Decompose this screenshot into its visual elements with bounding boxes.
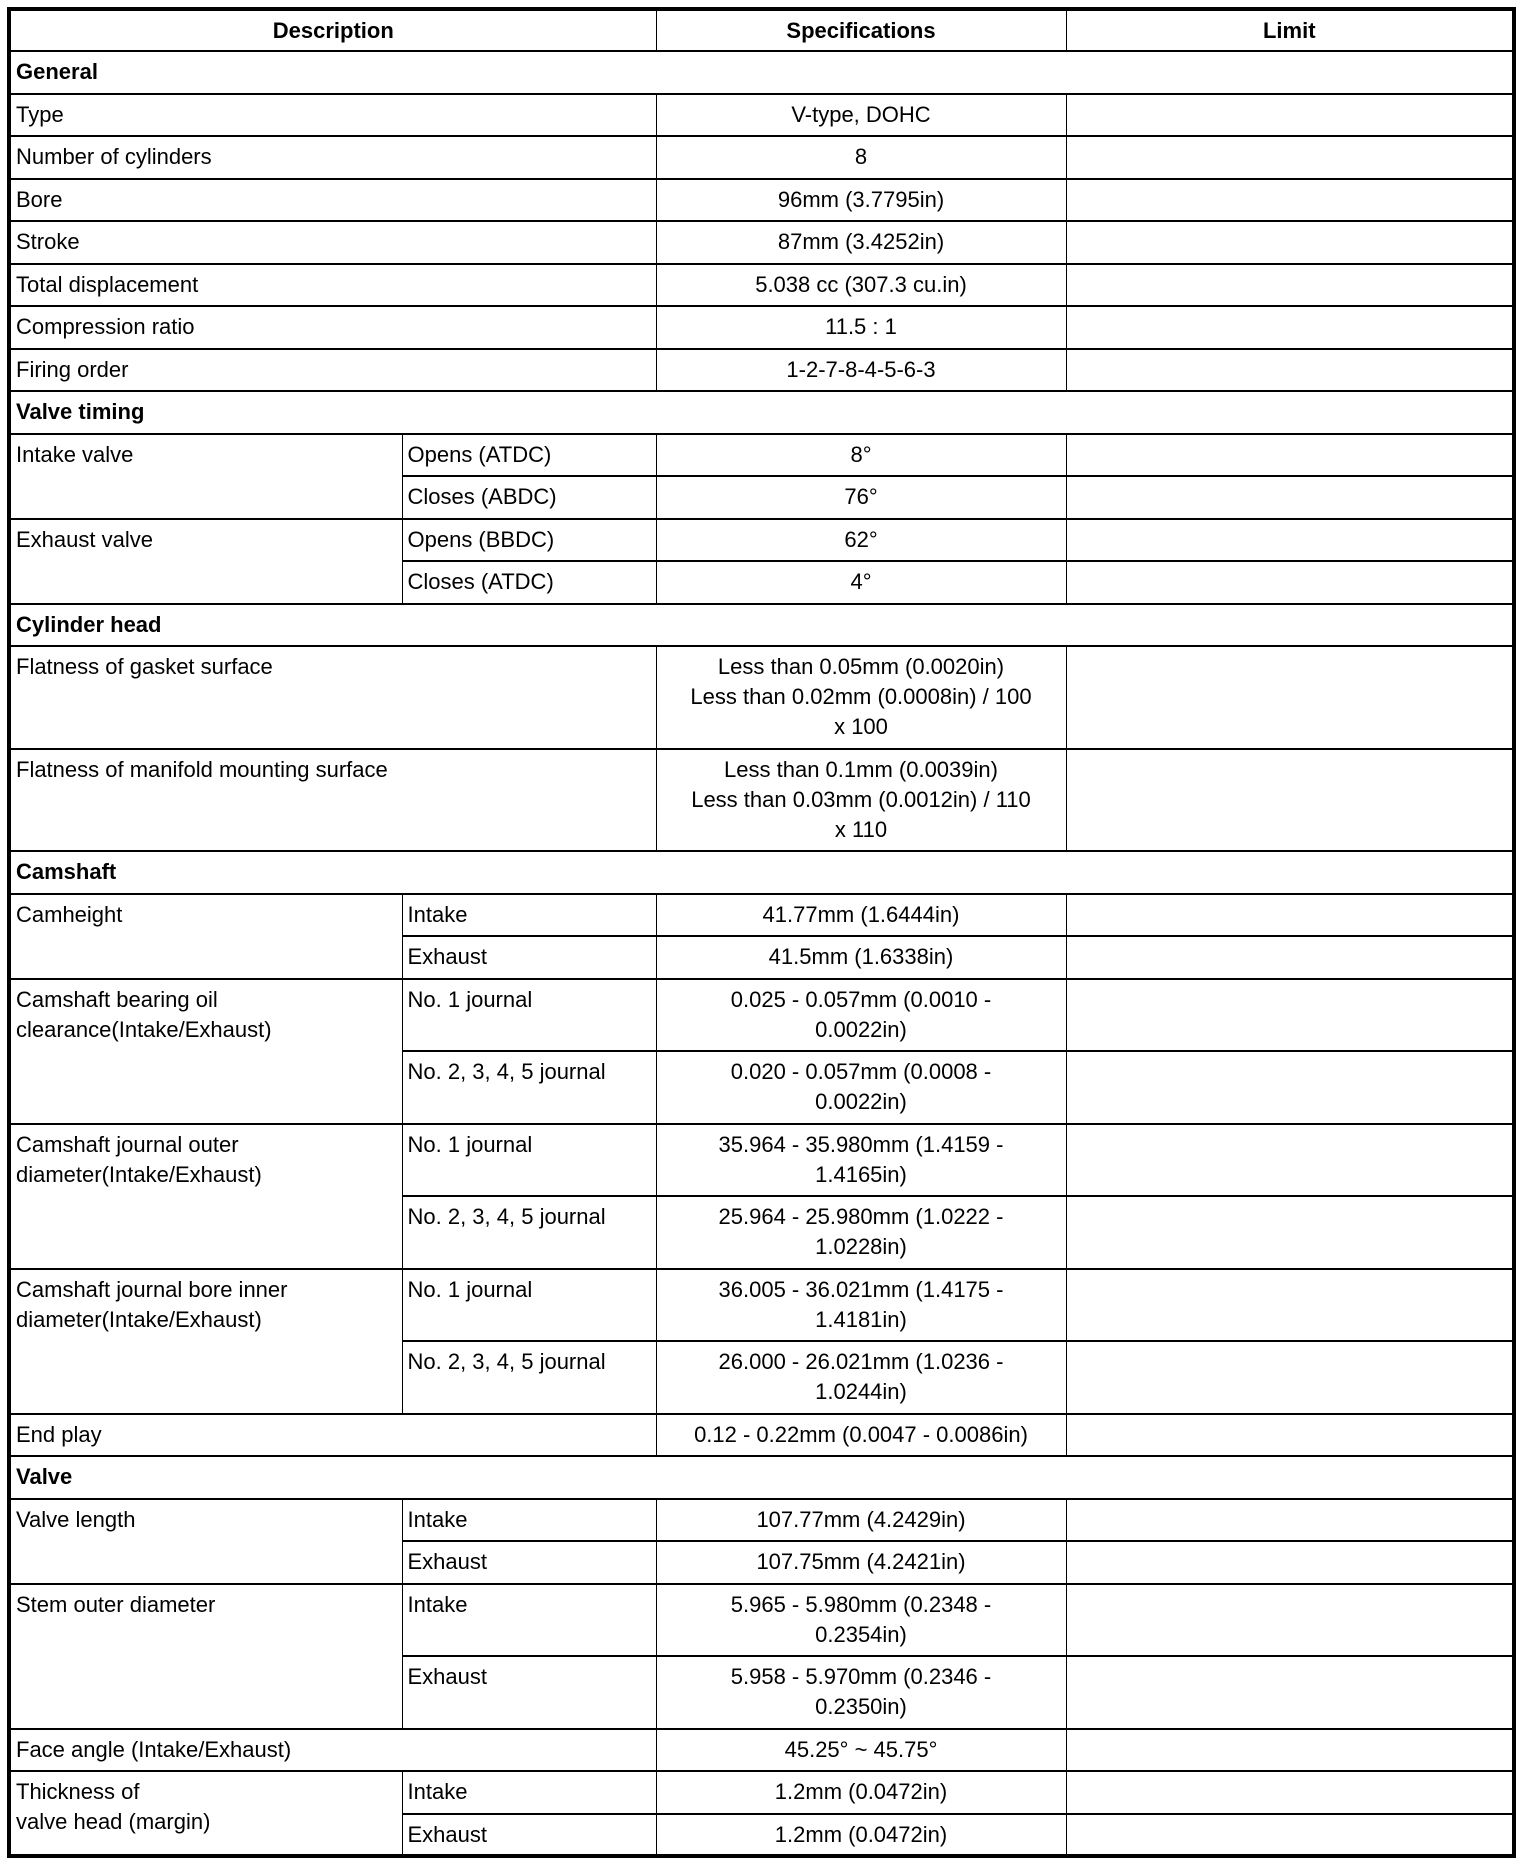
specification-text: 96mm (3.7795in) (777, 186, 945, 212)
specification-text: 107.75mm (4.2421in) (756, 1549, 966, 1574)
condition-cell (402, 936, 656, 979)
limit-cell (1066, 646, 1514, 749)
condition-text: Opens (BBDC) (407, 526, 555, 552)
specification-text: 1.4165in) (815, 1161, 907, 1187)
description-cell (9, 349, 656, 392)
specification-cell (656, 136, 1066, 179)
condition-cell (402, 1541, 656, 1584)
description-text: Valve length (16, 1506, 136, 1532)
specification-text: 41.5mm (1.6338in) (768, 944, 954, 969)
specification-cell (656, 349, 1066, 392)
condition-text: Closes (ABDC) (407, 484, 557, 509)
limit-cell (1066, 476, 1514, 519)
specification-cell (656, 306, 1066, 349)
description-cell (9, 519, 402, 604)
specification-cell (656, 519, 1066, 562)
description-text: Thickness of (16, 1779, 140, 1804)
condition-text: Intake (407, 1779, 468, 1804)
specification-text: 5.958 - 5.970mm (0.2346 - (730, 1664, 992, 1689)
specification-text: 1.2mm (0.0472in) (774, 1779, 948, 1804)
header-description: Description (9, 9, 656, 51)
header-limit: Limit (1066, 9, 1514, 51)
specification-text: 1.0244in) (815, 1379, 907, 1404)
condition-cell (402, 1771, 656, 1814)
specification-text: x 100 (834, 714, 888, 739)
limit-cell (1066, 749, 1514, 852)
description-text: Camshaft journal bore inner (16, 1276, 288, 1302)
specifications-table (7, 7, 1516, 1858)
specification-text: 41.77mm (1.6444in) (762, 901, 960, 927)
specification-cell (656, 936, 1066, 979)
condition-text: No. 2, 3, 4, 5 journal (407, 1204, 606, 1229)
description-text: diameter(Intake/Exhaust) (16, 1306, 262, 1332)
specification-text: 62° (844, 526, 878, 552)
specification-cell (656, 561, 1066, 604)
description-cell (9, 646, 656, 749)
specification-text: 1-2-7-8-4-5-6-3 (786, 356, 936, 382)
specification-cell (656, 476, 1066, 519)
table-row (9, 94, 1514, 137)
specification-text: 107.77mm (4.2429in) (756, 1506, 966, 1532)
specification-text: 1.2mm (0.0472in) (774, 1821, 948, 1847)
specification-cell (656, 434, 1066, 477)
specification-cell (656, 1269, 1066, 1342)
specification-text: 0.2354in) (815, 1621, 907, 1647)
description-text: Flatness of manifold mounting surface (16, 756, 388, 782)
specification-cell (656, 979, 1066, 1052)
limit-cell (1066, 1656, 1514, 1729)
description-text: Compression ratio (16, 314, 195, 339)
description-text: Face angle (Intake/Exhaust) (16, 1736, 292, 1762)
condition-text: No. 1 journal (407, 1131, 533, 1157)
specification-cell (656, 1414, 1066, 1457)
limit-cell (1066, 306, 1514, 349)
limit-cell (1066, 221, 1514, 264)
section-heading: Camshaft (9, 851, 1514, 894)
description-text: Bore (16, 186, 63, 212)
specification-text: 0.12 - 0.22mm (0.0047 - 0.0086in) (694, 1421, 1028, 1447)
specification-text: 11.5 : 1 (825, 314, 897, 339)
specification-text: 8 (854, 144, 868, 169)
condition-text: No. 2, 3, 4, 5 journal (407, 1059, 606, 1084)
specification-cell (656, 1771, 1066, 1814)
section-row (9, 851, 1514, 894)
limit-cell (1066, 1541, 1514, 1584)
description-text: Number of cylinders (16, 144, 212, 169)
specification-cell (656, 1541, 1066, 1584)
section-heading: Valve (9, 1456, 1514, 1499)
description-cell (9, 94, 656, 137)
specification-cell (656, 1814, 1066, 1857)
limit-cell (1066, 136, 1514, 179)
condition-text: No. 1 journal (407, 986, 533, 1012)
condition-cell (402, 434, 656, 477)
specification-text: 45.25° ~ 45.75° (784, 1736, 938, 1762)
limit-cell (1066, 1341, 1514, 1414)
condition-text: Exhaust (407, 1821, 487, 1847)
table-row (9, 646, 1514, 749)
condition-cell (402, 1124, 656, 1197)
description-text: Stem outer diameter (16, 1591, 216, 1617)
limit-cell (1066, 561, 1514, 604)
specification-cell (656, 1729, 1066, 1772)
description-cell (9, 179, 656, 222)
description-text: Camshaft journal outer (16, 1131, 239, 1157)
condition-cell (402, 1656, 656, 1729)
condition-cell (402, 476, 656, 519)
limit-cell (1066, 936, 1514, 979)
section-heading: General (9, 51, 1514, 94)
specification-text: 25.964 - 25.980mm (1.0222 - (718, 1204, 1004, 1229)
specification-cell (656, 1341, 1066, 1414)
limit-cell (1066, 1051, 1514, 1124)
section-row (9, 51, 1514, 94)
condition-text: Intake (407, 1506, 468, 1532)
limit-cell (1066, 1124, 1514, 1197)
specification-text: 0.020 - 0.057mm (0.0008 - (730, 1059, 992, 1084)
limit-cell (1066, 264, 1514, 307)
limit-cell (1066, 894, 1514, 937)
specification-text: 0.0022in) (815, 1016, 907, 1042)
section-row (9, 1456, 1514, 1499)
specification-cell (656, 179, 1066, 222)
description-cell (9, 749, 656, 852)
specification-text: 76° (844, 484, 878, 509)
table-row (9, 749, 1514, 852)
description-text: Intake valve (16, 441, 134, 467)
specification-text: 5.038 cc (307.3 cu.in) (755, 271, 967, 297)
description-cell (9, 1269, 402, 1414)
condition-cell (402, 1584, 656, 1657)
limit-cell (1066, 349, 1514, 392)
specification-text: Less than 0.1mm (0.0039in) (724, 756, 998, 782)
limit-cell (1066, 1414, 1514, 1457)
condition-text: Opens (ATDC) (407, 441, 552, 467)
table-row (9, 1584, 1514, 1657)
condition-cell (402, 1269, 656, 1342)
condition-cell (402, 1051, 656, 1124)
specification-cell (656, 1499, 1066, 1542)
table-row (9, 1414, 1514, 1457)
specification-cell (656, 1051, 1066, 1124)
table-row (9, 979, 1514, 1052)
specification-text: 36.005 - 36.021mm (1.4175 - (718, 1276, 1004, 1302)
specification-text: 5.965 - 5.980mm (0.2348 - (730, 1591, 992, 1617)
specification-cell (656, 646, 1066, 749)
condition-text: Intake (407, 1591, 468, 1617)
table-row (9, 894, 1514, 937)
specification-text: 0.0022in) (815, 1089, 907, 1114)
specification-text: 0.025 - 0.057mm (0.0010 - (730, 986, 992, 1012)
section-row (9, 391, 1514, 434)
table-row (9, 264, 1514, 307)
limit-cell (1066, 519, 1514, 562)
description-text: diameter(Intake/Exhaust) (16, 1161, 262, 1187)
table-row (9, 1729, 1514, 1772)
description-text: Flatness of gasket surface (16, 654, 273, 679)
specification-cell (656, 1124, 1066, 1197)
specification-cell (656, 894, 1066, 937)
table-row (9, 434, 1514, 477)
table-row (9, 1499, 1514, 1542)
condition-cell (402, 519, 656, 562)
limit-cell (1066, 1814, 1514, 1857)
limit-cell (1066, 1729, 1514, 1772)
description-text: Stroke (16, 229, 80, 254)
condition-cell (402, 894, 656, 937)
specification-text: Less than 0.02mm (0.0008in) / 100 (690, 684, 1032, 709)
specification-text: Less than 0.03mm (0.0012in) / 110 (691, 786, 1031, 812)
table-row (9, 1771, 1514, 1814)
section-heading: Cylinder head (9, 604, 1514, 647)
description-cell (9, 979, 402, 1124)
specification-text: 1.4181in) (815, 1306, 907, 1332)
condition-cell (402, 1499, 656, 1542)
table-row (9, 519, 1514, 562)
specification-text: Less than 0.05mm (0.0020in) (717, 654, 1005, 679)
limit-cell (1066, 1499, 1514, 1542)
description-cell (9, 264, 656, 307)
specification-cell (656, 94, 1066, 137)
condition-text: Exhaust (407, 944, 487, 969)
condition-cell (402, 1341, 656, 1414)
limit-cell (1066, 179, 1514, 222)
specification-cell (656, 1584, 1066, 1657)
specification-cell (656, 264, 1066, 307)
condition-text: Closes (ATDC) (407, 569, 554, 594)
table-row (9, 221, 1514, 264)
specification-text: x 110 (834, 816, 888, 842)
description-cell (9, 306, 656, 349)
limit-cell (1066, 1771, 1514, 1814)
section-row (9, 604, 1514, 647)
description-cell (9, 136, 656, 179)
table-header-row (9, 9, 1514, 51)
specification-text: 87mm (3.4252in) (777, 229, 945, 254)
specification-text: 0.2350in) (815, 1694, 907, 1719)
description-text: Firing order (16, 356, 129, 382)
specification-text: 1.0228in) (815, 1234, 907, 1259)
condition-cell (402, 561, 656, 604)
header-specifications: Specifications (656, 9, 1066, 51)
specification-text: V-type, DOHC (791, 101, 931, 127)
description-cell (9, 894, 402, 979)
limit-cell (1066, 94, 1514, 137)
description-cell (9, 1729, 656, 1772)
description-cell (9, 1584, 402, 1729)
description-cell (9, 1124, 402, 1269)
description-text: Type (16, 101, 64, 127)
description-cell (9, 434, 402, 519)
table-row (9, 1124, 1514, 1197)
condition-text: Exhaust (407, 1549, 487, 1574)
specification-text: 8° (850, 441, 872, 467)
specification-text: 26.000 - 26.021mm (1.0236 - (718, 1349, 1004, 1374)
description-text: Total displacement (16, 271, 199, 297)
specification-text: 4° (850, 569, 872, 594)
condition-text: Exhaust (407, 1664, 487, 1689)
table-row (9, 1269, 1514, 1342)
section-heading: Valve timing (9, 391, 1514, 434)
specification-cell (656, 749, 1066, 852)
description-cell (9, 1499, 402, 1584)
description-text: clearance(Intake/Exhaust) (16, 1016, 272, 1042)
description-cell (9, 1414, 656, 1457)
specification-cell (656, 221, 1066, 264)
description-cell (9, 1771, 402, 1856)
specification-cell (656, 1196, 1066, 1269)
description-text: End play (16, 1421, 102, 1447)
table-row (9, 136, 1514, 179)
description-text: valve head (margin) (16, 1809, 211, 1834)
condition-text: No. 2, 3, 4, 5 journal (407, 1349, 606, 1374)
condition-cell (402, 1196, 656, 1269)
description-text: Exhaust valve (16, 526, 153, 552)
table-row (9, 349, 1514, 392)
table-row (9, 179, 1514, 222)
specification-text: 35.964 - 35.980mm (1.4159 - (718, 1131, 1004, 1157)
description-text: Camheight (16, 901, 123, 927)
limit-cell (1066, 979, 1514, 1052)
description-cell (9, 221, 656, 264)
condition-cell (402, 979, 656, 1052)
table-row (9, 306, 1514, 349)
limit-cell (1066, 1269, 1514, 1342)
condition-text: Intake (407, 901, 468, 927)
limit-cell (1066, 1584, 1514, 1657)
condition-cell (402, 1814, 656, 1857)
condition-text: No. 1 journal (407, 1276, 533, 1302)
specification-cell (656, 1656, 1066, 1729)
limit-cell (1066, 434, 1514, 477)
limit-cell (1066, 1196, 1514, 1269)
description-text: Camshaft bearing oil (16, 986, 218, 1012)
table-body (9, 51, 1514, 1856)
